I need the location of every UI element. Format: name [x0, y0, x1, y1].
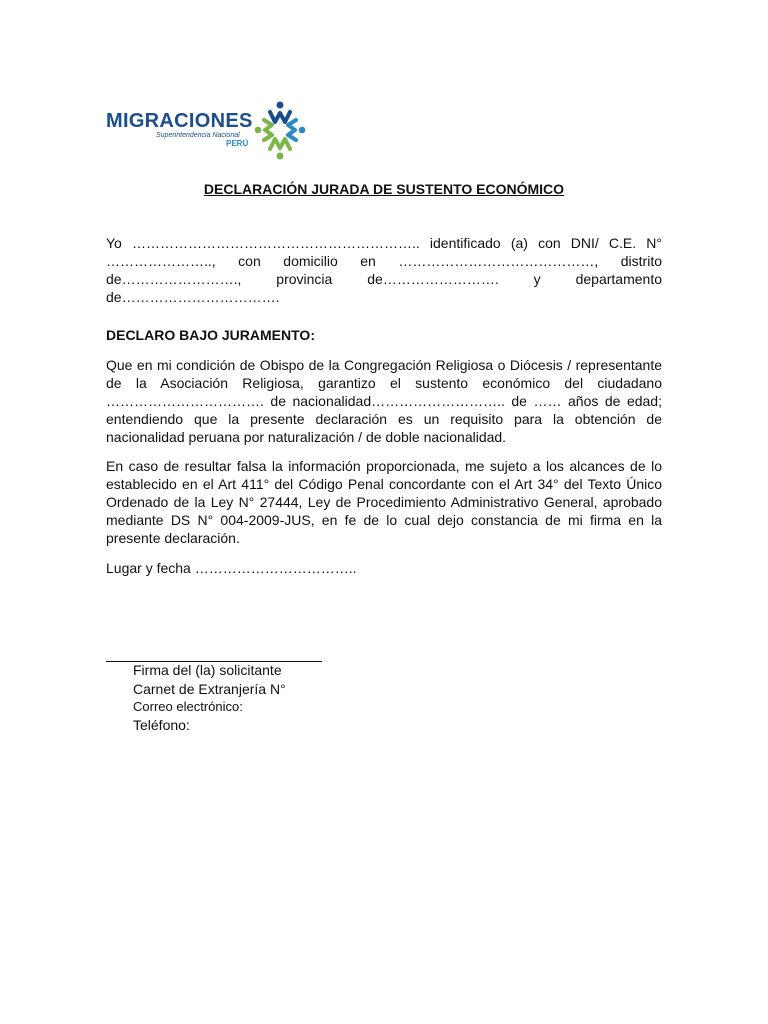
carnet-label: Carnet de Extranjería N°: [133, 681, 286, 697]
logo-country: PERÚ: [226, 139, 249, 148]
logo-subtitle: Superintendencia Nacional: [156, 132, 240, 139]
intro-paragraph: Yo …………………………………………………….. identificado (a) con DNI/ C.E. N° ………………….., con domicilio en ……………………………………, distrito de……………………., provincia de……………………. y departamento de…………………………….: [106, 235, 662, 305]
place-date-line: Lugar y fecha ……………………………..: [106, 560, 357, 576]
document-title-text: DECLARACIÓN JURADA DE SUSTENTO ECONÓMICO: [203, 181, 565, 197]
document-body: [106, 234, 662, 577]
legal-paragraph: En caso de resultar falsa la información proporcionada, me sujeto a los alcances de lo establecido en el Art 411° del Código Penal concordante con el Art 34° del Texto Único Ordenado de la Ley N° 27444, Ley de Procedimiento Administrativo General, aprobado mediante DS N° 004-2009-JUS, en fe de lo cual dejo constancia de mi firma en la presente declaración.: [106, 458, 662, 546]
email-label: Correo electrónico:: [133, 699, 243, 714]
document-title: [0, 181, 768, 197]
logo-emblem-icon: [254, 100, 306, 160]
signature-label: Firma del (la) solicitante: [133, 662, 282, 678]
phone-label: Teléfono:: [133, 717, 190, 733]
logo-wordmark: MIGRACIONES: [106, 110, 253, 132]
guarantee-paragraph: Que en mi condición de Obispo de la Congregación Religiosa o Diócesis / representante de la Asociación Religiosa, garantizo el sustento económico del ciudadano ……………………………. de nacionalidad……………………….. de …… años de edad; entendiendo que la presente declaración es un requisito para la obtención de nacionalidad peruana por naturalización / de doble nacionalidad.: [106, 357, 662, 445]
declaro-heading: DECLARO BAJO JURAMENTO:: [106, 327, 315, 343]
migraciones-logo: [106, 100, 306, 162]
